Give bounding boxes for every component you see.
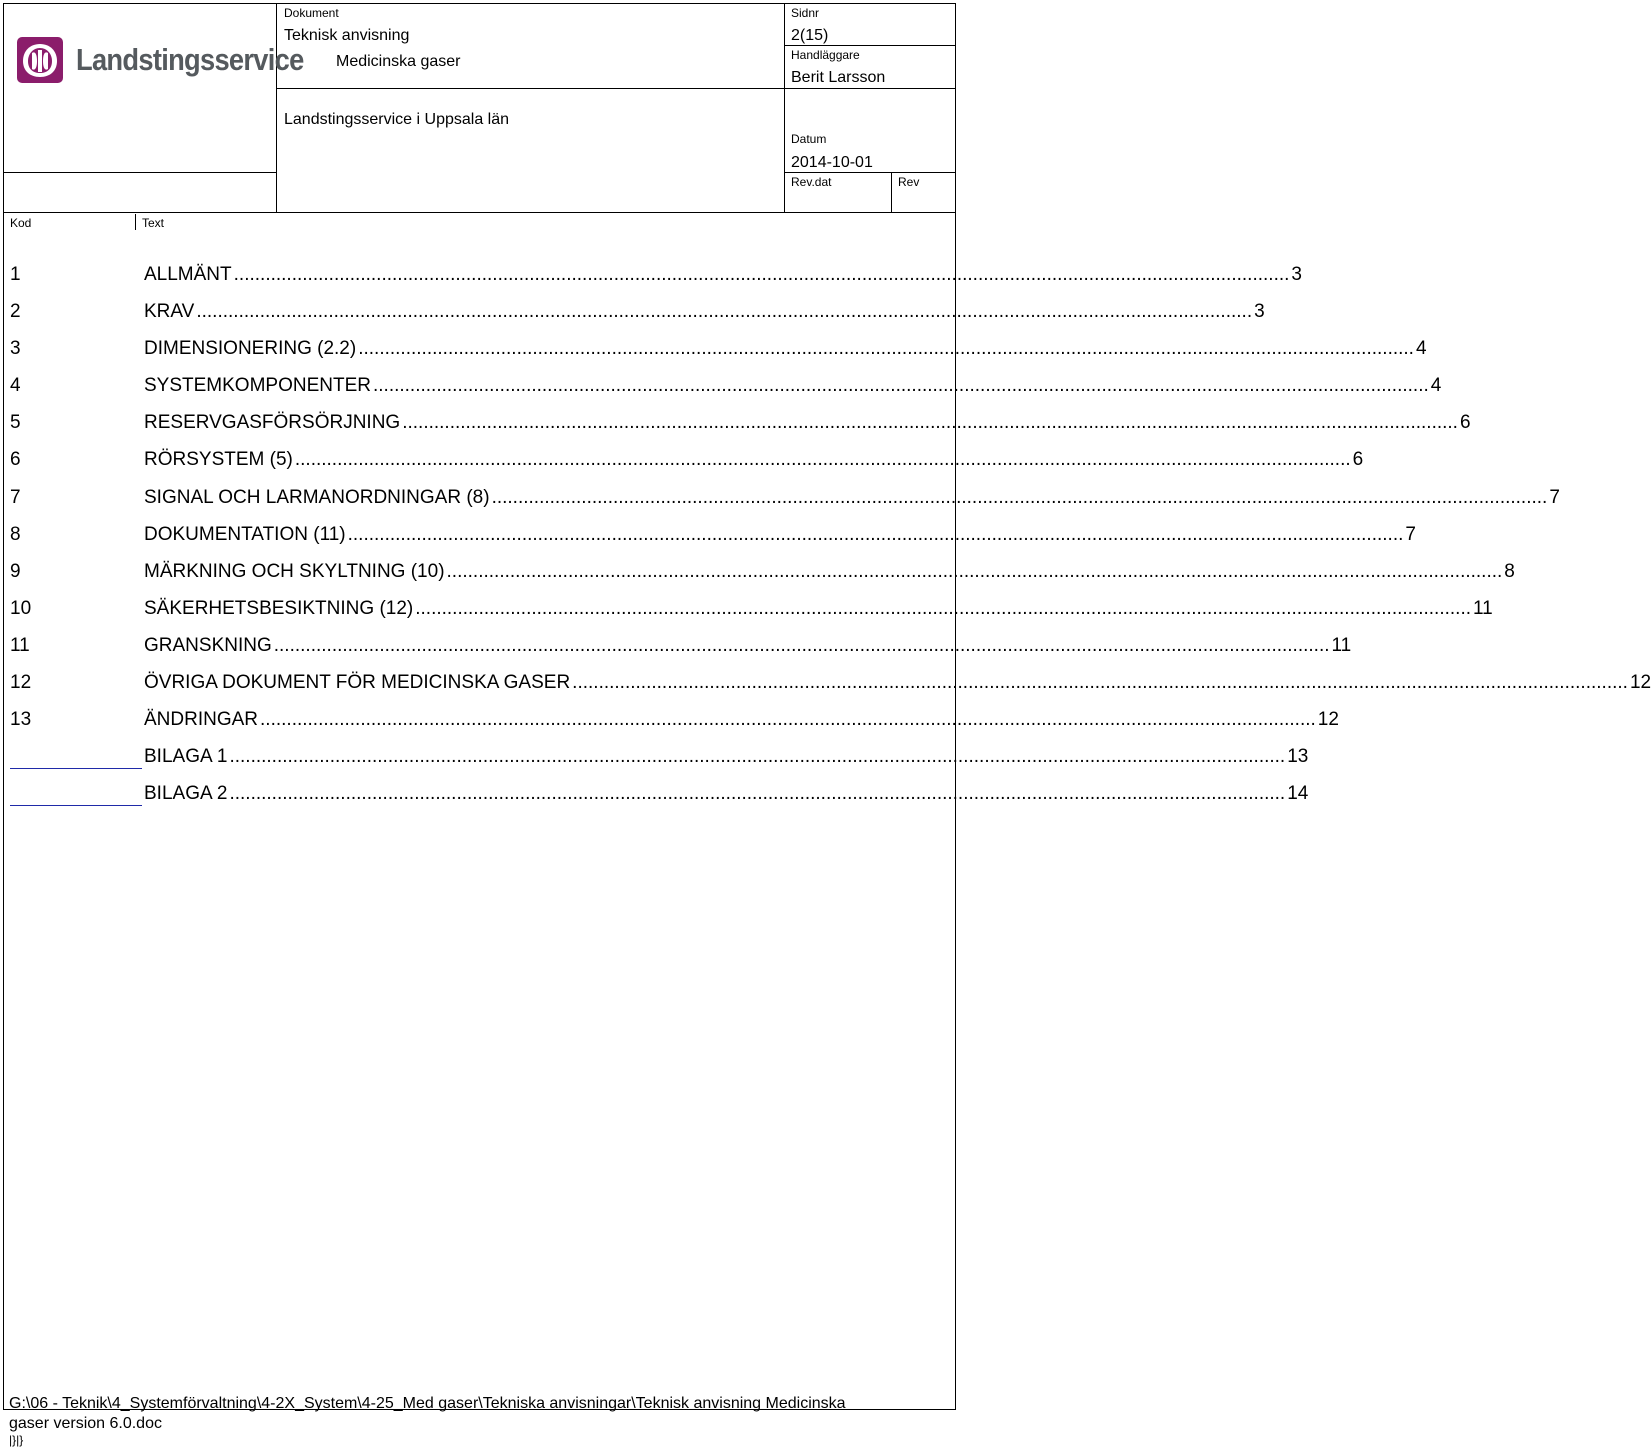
toc-entry-page: 8 <box>1504 560 1515 582</box>
dokument-subtitle: Medicinska gaser <box>336 53 461 70</box>
toc-entry-page: 7 <box>1549 486 1560 508</box>
datum-value: 2014-10-01 <box>791 154 873 171</box>
header-divider-logo <box>276 3 277 212</box>
toc-dot-leader: ........................................................................................................................................................................................................ <box>446 560 1503 582</box>
toc-entry-title: SYSTEMKOMPONENTER <box>144 375 371 397</box>
toc-entry[interactable] <box>10 406 1471 443</box>
toc-dot-leader: ........................................................................................................................................................................................................ <box>260 709 1316 731</box>
toc-entry-number: 13 <box>10 709 32 731</box>
toc-entry[interactable] <box>10 369 1442 406</box>
toc-dot-leader: ........................................................................................................................................................................................................ <box>372 375 1429 397</box>
toc-entry-page: 11 <box>1473 597 1493 619</box>
toc-entry-number: 12 <box>10 672 32 694</box>
toc-entry-number: 4 <box>10 375 21 397</box>
toc-entry[interactable] <box>10 777 1309 814</box>
organisation-name: Landstingsservice i Uppsala län <box>284 111 510 128</box>
header-rule-logo <box>3 172 276 173</box>
toc-entry-page: 13 <box>1287 746 1309 768</box>
toc-entry-line <box>144 449 1364 471</box>
dokument-title: Teknisk anvisning <box>284 27 410 44</box>
toc-dot-leader: ........................................................................................................................................................................................................ <box>347 523 1404 545</box>
toc-entry-line <box>144 746 1309 768</box>
toc-entry-number: 11 <box>10 634 30 656</box>
toc-entry-line <box>144 264 1302 286</box>
toc-entry-title: BILAGA 1 <box>144 746 228 768</box>
toc-entry[interactable] <box>10 443 1364 480</box>
toc-entry-number: 8 <box>10 523 21 545</box>
toc-dot-leader: ........................................................................................................................................................................................................ <box>229 783 1286 805</box>
kod-label: Kod <box>10 216 32 230</box>
toc-entry-title: MÄRKNING OCH SKYLTNING (10) <box>144 560 445 582</box>
toc-entry-page: 7 <box>1405 523 1416 545</box>
toc-entry-title: KRAV <box>144 301 195 323</box>
revdat-label: Rev.dat <box>791 175 832 189</box>
toc-entry-page: 14 <box>1287 783 1309 805</box>
toc-entry-number: 2 <box>10 301 21 323</box>
header-rule-revdat <box>784 172 956 173</box>
toc-dot-leader: ........................................................................................................................................................................................................ <box>229 746 1286 768</box>
toc-entry-page: 12 <box>1317 709 1339 731</box>
toc-entry-line <box>144 634 1352 657</box>
logo-wordmark: Landstingsservice <box>76 42 304 77</box>
toc-entry-title: ÄNDRINGAR <box>144 709 259 731</box>
toc-entry[interactable] <box>10 295 1265 332</box>
toc-dot-leader: ........................................................................................................................................................................................................ <box>294 449 1351 471</box>
toc-entry-title: ÖVRIGA DOKUMENT FÖR MEDICINSKA GASER <box>144 672 571 694</box>
toc-entry-number: 7 <box>10 486 21 508</box>
header-rule-sidnr <box>784 45 956 46</box>
toc-entry-page: 3 <box>1254 301 1265 323</box>
toc-dot-leader: ........................................................................................................................................................................................................ <box>415 597 1471 619</box>
header-bottom-rule <box>3 212 956 213</box>
toc-entry[interactable] <box>10 518 1416 555</box>
toc-entry-number: 1 <box>10 264 21 285</box>
toc-hyperlink-underline <box>10 805 142 806</box>
toc-dot-leader: ........................................................................................................................................................................................................ <box>233 264 1290 285</box>
toc-entry-title: DOKUMENTATION (11) <box>144 523 346 545</box>
table-of-contents <box>10 258 1651 814</box>
toc-entry-number: 10 <box>10 597 32 619</box>
toc-entry-line <box>144 412 1471 434</box>
toc-dot-leader: ........................................................................................................................................................................................................ <box>196 301 1253 323</box>
toc-entry-title: RÖRSYSTEM (5) <box>144 449 293 471</box>
toc-entry-page: 3 <box>1291 264 1302 285</box>
toc-entry-line <box>144 597 1493 620</box>
handlaggare-value: Berit Larsson <box>791 69 886 86</box>
file-path-line-3: |}|} <box>9 1433 24 1447</box>
toc-entry-title: GRANSKNING <box>144 634 272 656</box>
toc-entry[interactable] <box>10 740 1309 777</box>
toc-entry-title: BILAGA 2 <box>144 783 228 805</box>
toc-entry[interactable] <box>10 555 1515 592</box>
sidnr-label: Sidnr <box>791 6 820 20</box>
datum-label: Datum <box>791 132 827 146</box>
kod-text-divider <box>135 214 136 230</box>
toc-entry-line <box>144 523 1416 546</box>
toc-entry-number: 3 <box>10 338 21 360</box>
toc-entry[interactable] <box>10 703 1339 740</box>
toc-entry-line <box>144 560 1515 583</box>
toc-entry-number: 9 <box>10 560 21 582</box>
header-rule-org <box>276 88 956 89</box>
dokument-label: Dokument <box>284 6 339 20</box>
sidnr-value: 2(15) <box>791 27 829 44</box>
toc-entry[interactable] <box>10 481 1560 518</box>
toc-entry[interactable] <box>10 332 1427 369</box>
toc-entry-line <box>144 338 1427 360</box>
toc-entry-number: 6 <box>10 449 21 471</box>
toc-entry-number: 5 <box>10 412 21 434</box>
toc-dot-leader: ........................................................................................................................................................................................................ <box>273 634 1330 656</box>
toc-entry-title: RESERVGASFÖRSÖRJNING <box>144 412 401 434</box>
toc-entry-page: 6 <box>1352 449 1364 471</box>
file-path-line-2: gaser version 6.0.doc <box>9 1415 162 1432</box>
toc-hyperlink-underline <box>10 768 142 769</box>
toc-entry-title: SIGNAL OCH LARMANORDNINGAR (8) <box>144 486 490 508</box>
toc-entry[interactable] <box>10 258 1302 295</box>
toc-entry-title: DIMENSIONERING (2.2) <box>144 338 357 360</box>
toc-dot-leader: ........................................................................................................................................................................................................ <box>572 672 1628 694</box>
header-divider-rev <box>891 172 892 212</box>
toc-entry-line <box>144 783 1309 805</box>
rev-label: Rev <box>898 175 920 189</box>
logo-mark-icon <box>16 36 64 84</box>
toc-entry-line <box>144 709 1339 731</box>
toc-entry[interactable] <box>10 592 1493 629</box>
file-path-line-1: G:\06 - Teknik\4_Systemförvaltning\4-2X_System\4-25_Med gaser\Tekniska anvisningar\Teknisk anvisning Medicinska <box>9 1395 846 1412</box>
toc-entry-page: 4 <box>1430 375 1442 397</box>
toc-dot-leader: ........................................................................................................................................................................................................ <box>491 486 1548 508</box>
toc-dot-leader: ........................................................................................................................................................................................................ <box>358 338 1414 360</box>
toc-entry-title: ALLMÄNT <box>144 264 232 285</box>
header-divider-right <box>784 3 785 212</box>
toc-entry-line <box>144 375 1442 397</box>
toc-entry-line <box>144 672 1651 694</box>
toc-entry-page: 12 <box>1629 672 1651 694</box>
toc-entry[interactable] <box>10 629 1352 666</box>
toc-entry-page: 11 <box>1331 634 1352 656</box>
toc-entry-title: SÄKERHETSBESIKTNING (12) <box>144 597 414 619</box>
toc-dot-leader: ........................................................................................................................................................................................................ <box>402 412 1458 434</box>
toc-entry-line <box>144 486 1560 509</box>
toc-entry-page: 4 <box>1415 338 1427 360</box>
file-path-footer <box>9 1394 846 1446</box>
handlaggare-label: Handläggare <box>791 48 860 62</box>
text-label: Text <box>142 216 165 230</box>
toc-entry[interactable] <box>10 666 1651 703</box>
toc-entry-page: 6 <box>1459 412 1471 434</box>
toc-entry-line <box>144 301 1265 323</box>
